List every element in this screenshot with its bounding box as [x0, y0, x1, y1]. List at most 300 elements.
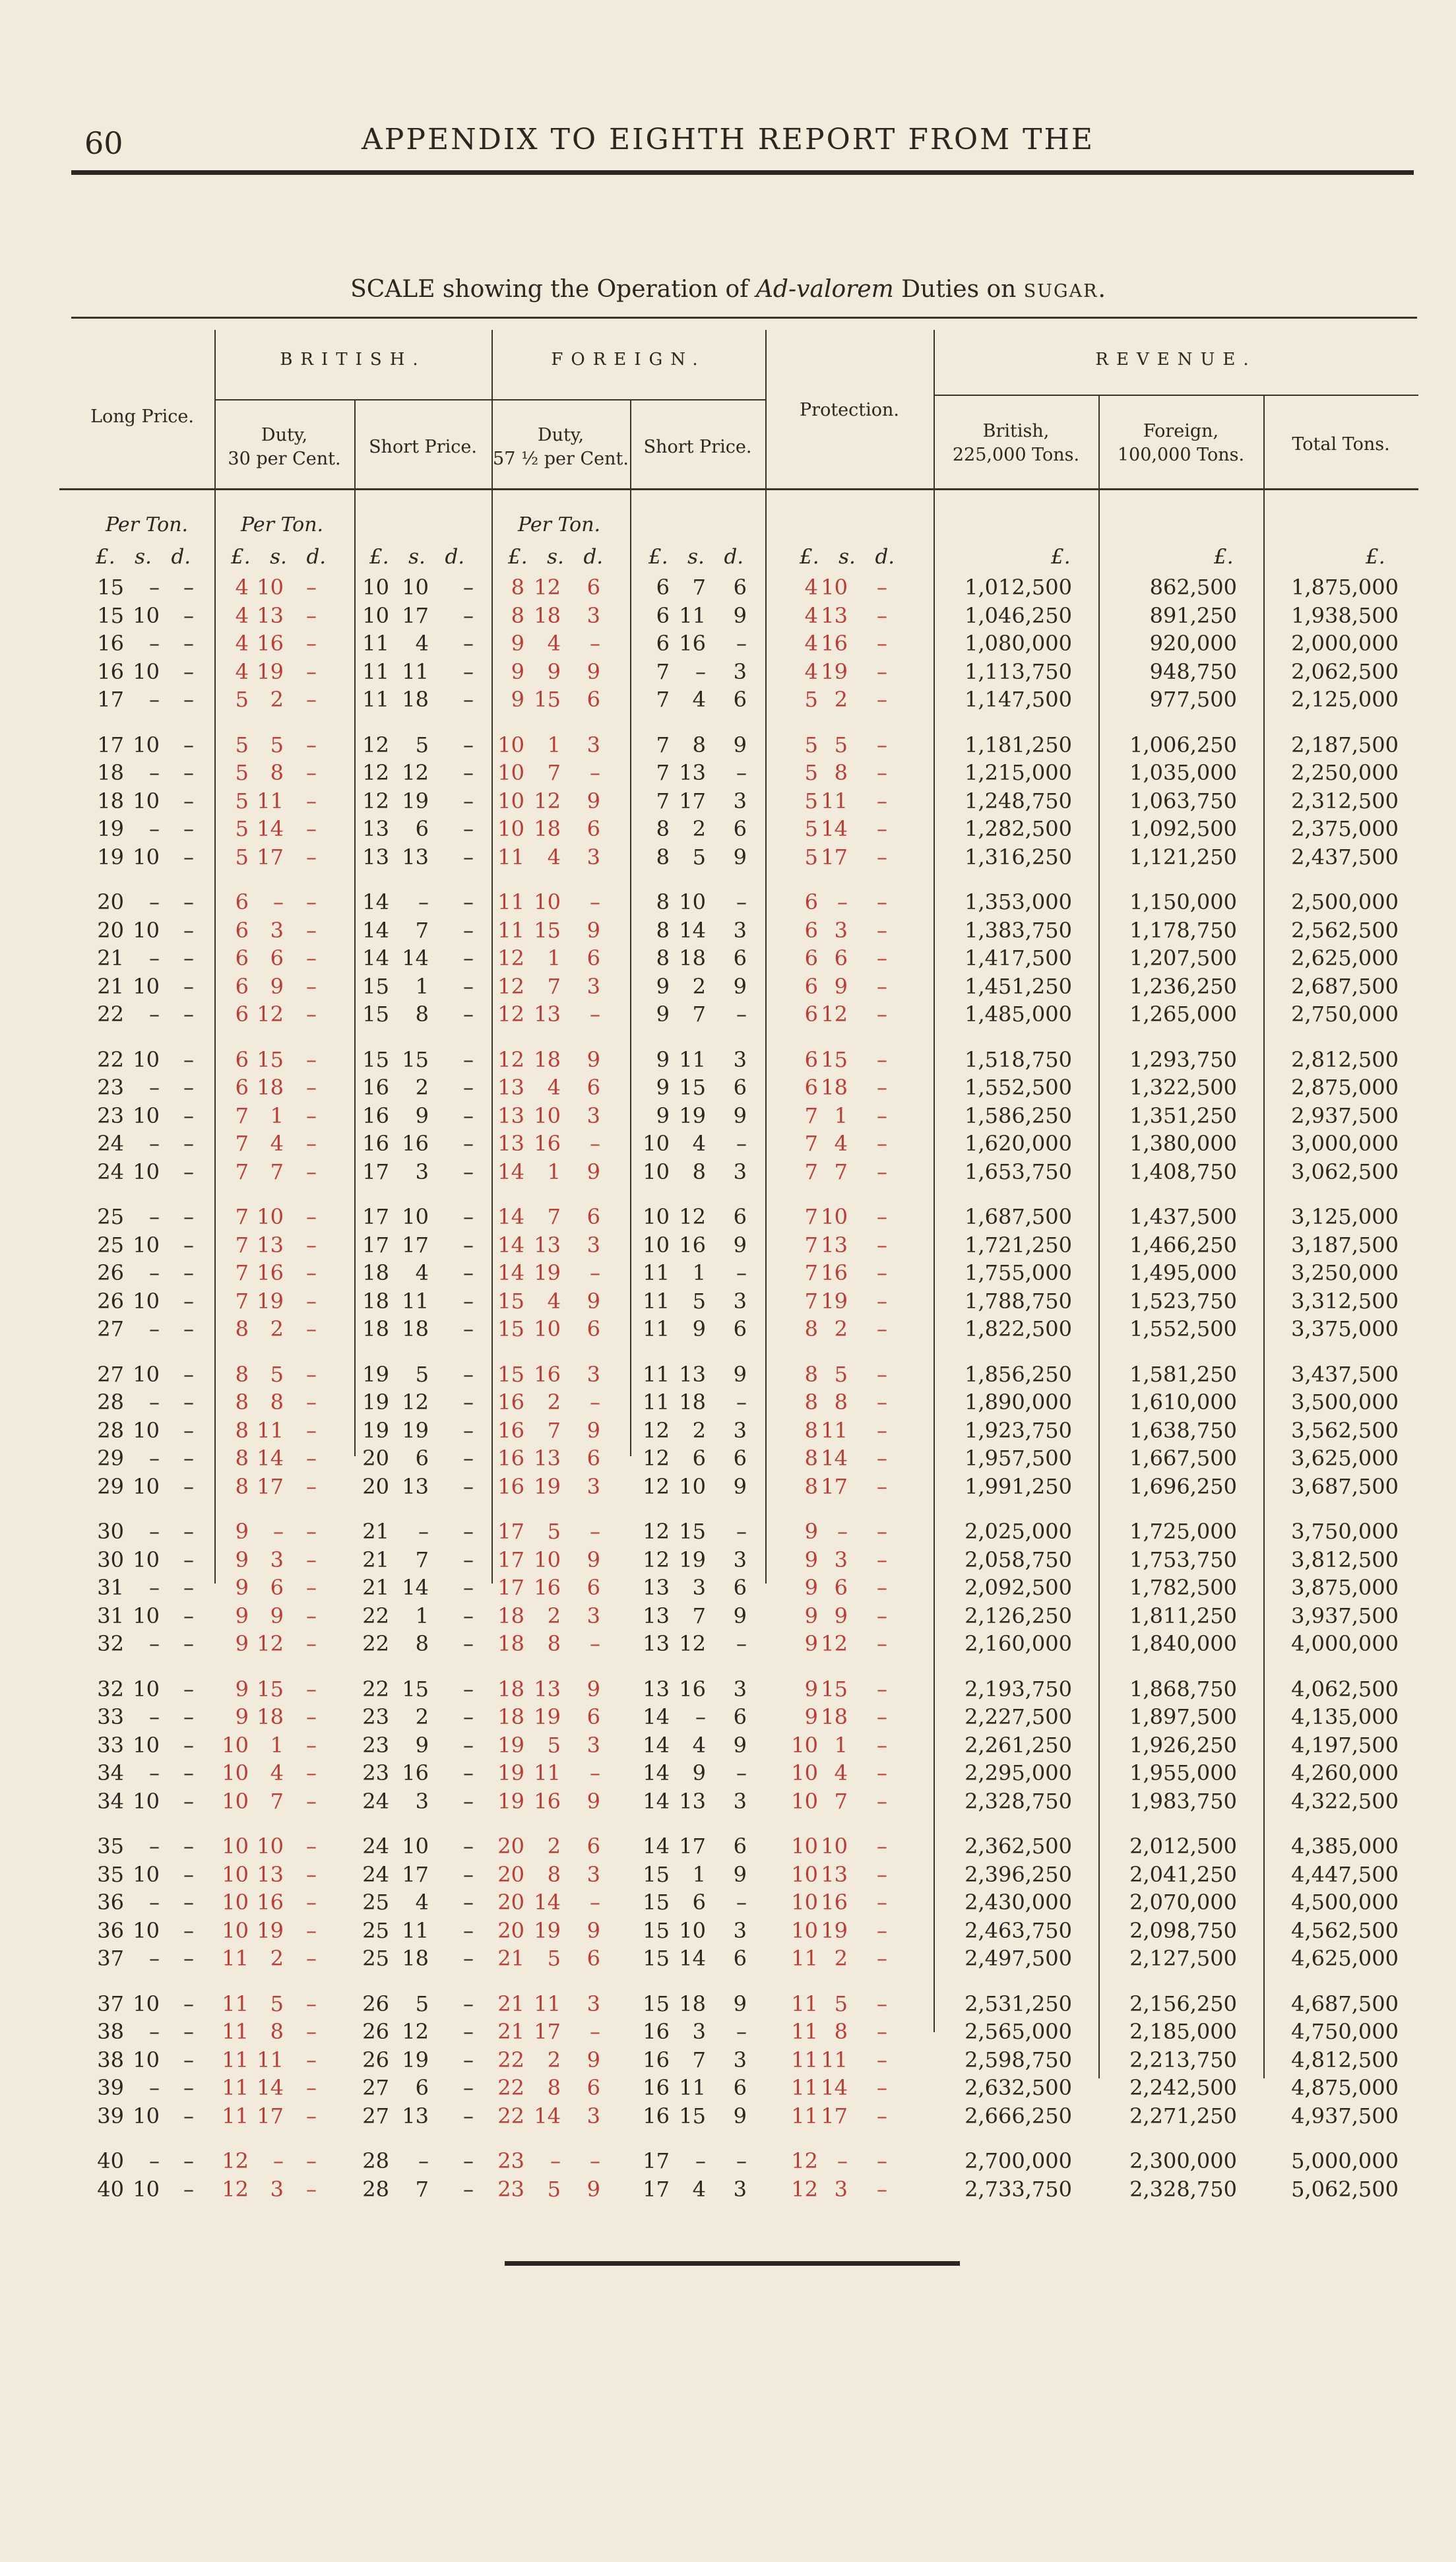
pr-shillings-cell: 7	[834, 1788, 848, 1814]
fs-shillings-cell: 17	[679, 1834, 706, 1859]
fs-pence-cell: 9	[733, 1232, 747, 1258]
bd-pounds-cell: 7	[235, 1232, 249, 1258]
fd-pounds-cell: 21	[497, 1946, 524, 1971]
pr-pence-cell: –	[877, 1232, 887, 1258]
bs-shillings-cell: 13	[402, 2103, 429, 2129]
bd-shillings-cell: 13	[257, 1232, 284, 1258]
bd-pounds-cell: 7	[235, 1103, 249, 1128]
pr-shillings-cell: 11	[821, 1417, 848, 1443]
unit-lsd-foreign-short: £. s. d.	[649, 545, 744, 569]
table-row	[0, 1574, 1456, 1601]
fs-pence-cell: 3	[733, 1547, 747, 1572]
fs-pounds-cell: 11	[643, 1288, 670, 1314]
lp-pounds-cell: 16	[97, 658, 124, 684]
fd-shillings-cell: 14	[534, 2103, 561, 2129]
table-row	[0, 844, 1456, 870]
rf-cell: 862,500	[1149, 575, 1237, 600]
rt-cell: 3,562,500	[1291, 1417, 1399, 1443]
fd-shillings-cell: 4	[547, 844, 561, 870]
lp-shillings-cell: –	[149, 1260, 160, 1286]
lp-pence-cell: –	[183, 1417, 194, 1443]
header-revenue-total: Total Tons.	[1292, 434, 1390, 455]
unit-lsd-british-duty: £. s. d.	[231, 545, 327, 569]
unit-lsd-protection: £. s. d.	[800, 545, 895, 569]
lp-pence-cell: –	[183, 1946, 194, 1971]
table-row	[0, 602, 1456, 629]
rf-cell: 2,156,250	[1129, 1991, 1237, 2016]
lp-pence-cell: –	[183, 1575, 194, 1601]
fs-shillings-cell: 15	[679, 2103, 706, 2129]
rt-cell: 1,875,000	[1291, 575, 1399, 600]
fd-shillings-cell: 2	[547, 1834, 561, 1859]
rt-cell: 2,062,500	[1291, 658, 1399, 684]
lp-pence-cell: –	[183, 1676, 194, 1702]
pr-shillings-cell: 2	[834, 687, 848, 713]
table-row	[0, 2103, 1456, 2129]
fd-pence-cell: –	[590, 1631, 600, 1657]
fd-pounds-cell: 16	[497, 1390, 524, 1415]
lp-pence-cell: –	[183, 1917, 194, 1943]
bd-pence-cell: –	[306, 1131, 317, 1157]
caption-italic: Ad-valorem	[755, 276, 894, 303]
pr-pounds-cell: 5	[804, 788, 818, 814]
pr-pounds-cell: 5	[804, 687, 818, 713]
rt-cell: 3,062,500	[1291, 1159, 1399, 1184]
fs-shillings-cell: 5	[692, 1288, 706, 1314]
header-british-short: Short Price.	[369, 437, 477, 457]
bs-shillings-cell: –	[418, 2148, 429, 2173]
pr-pounds-cell: 4	[804, 631, 818, 657]
fs-shillings-cell: –	[695, 2148, 706, 2173]
header-foreign-duty-line2: 57 ½ per Cent.	[493, 449, 629, 469]
fd-pence-cell: –	[590, 2148, 600, 2173]
rt-cell: 3,187,500	[1291, 1232, 1399, 1258]
rb-cell: 2,598,750	[965, 2047, 1072, 2072]
rb-cell: 1,822,500	[965, 1316, 1072, 1342]
bs-shillings-cell: 18	[402, 1316, 429, 1342]
fd-shillings-cell: 7	[547, 760, 561, 786]
bd-shillings-cell: 18	[257, 1704, 284, 1730]
bd-pounds-cell: 11	[222, 2047, 249, 2072]
bs-pounds-cell: 14	[362, 917, 389, 943]
bs-shillings-cell: 12	[402, 1390, 429, 1415]
bs-pounds-cell: 25	[362, 1890, 389, 1915]
pr-shillings-cell: 17	[821, 1473, 848, 1499]
fs-pounds-cell: 10	[643, 1204, 670, 1229]
fs-shillings-cell: 17	[679, 788, 706, 814]
pr-pounds-cell: 6	[804, 917, 818, 943]
rb-cell: 2,565,000	[965, 2019, 1072, 2045]
bs-shillings-cell: 3	[415, 1159, 429, 1184]
lp-pounds-cell: 38	[97, 2047, 124, 2072]
fs-pence-cell: –	[736, 760, 747, 786]
bs-pence-cell: –	[463, 1417, 474, 1443]
lp-pence-cell: –	[183, 2103, 194, 2129]
pr-pence-cell: –	[877, 1046, 887, 1072]
fs-pence-cell: 9	[733, 1603, 747, 1628]
fd-shillings-cell: 13	[534, 1232, 561, 1258]
fs-shillings-cell: 18	[679, 1390, 706, 1415]
rt-cell: 3,687,500	[1291, 1473, 1399, 1499]
rf-cell: 1,121,250	[1129, 844, 1237, 870]
fd-shillings-cell: 5	[547, 1946, 561, 1971]
fd-shillings-cell: 2	[547, 1390, 561, 1415]
bs-shillings-cell: –	[418, 889, 429, 914]
bs-pounds-cell: 22	[362, 1631, 389, 1657]
fs-pounds-cell: 15	[643, 1917, 670, 1943]
rf-cell: 1,178,750	[1129, 917, 1237, 943]
lp-pence-cell: –	[183, 2176, 194, 2202]
fs-pence-cell: –	[736, 1002, 747, 1027]
pr-pounds-cell: 11	[791, 1946, 818, 1971]
lp-pence-cell: –	[183, 788, 194, 814]
bs-pence-cell: –	[463, 1159, 474, 1184]
header-foreign-group: FOREIGN.	[551, 350, 706, 369]
fd-shillings-cell: 11	[534, 1991, 561, 2016]
pr-shillings-cell: 16	[821, 631, 848, 657]
caption-end: .	[1098, 276, 1106, 303]
lp-shillings-cell: 10	[133, 1676, 160, 1702]
bd-shillings-cell: 3	[270, 2176, 284, 2202]
bd-pence-cell: –	[306, 575, 317, 600]
bd-pounds-cell: 10	[222, 1834, 249, 1859]
pr-pounds-cell: 8	[804, 1390, 818, 1415]
pr-pounds-cell: 9	[804, 1603, 818, 1628]
fd-pounds-cell: 12	[497, 945, 524, 971]
bs-shillings-cell: 17	[402, 602, 429, 628]
fd-pence-cell: 3	[586, 1232, 600, 1258]
bd-pence-cell: –	[306, 2148, 317, 2173]
fs-pounds-cell: 7	[656, 788, 670, 814]
fs-pounds-cell: 8	[656, 945, 670, 971]
lp-pence-cell: –	[183, 1704, 194, 1730]
bs-pence-cell: –	[463, 1204, 474, 1229]
bd-pounds-cell: 7	[235, 1159, 249, 1184]
fs-pence-cell: 3	[733, 1159, 747, 1184]
bs-pence-cell: –	[463, 2047, 474, 2072]
pr-shillings-cell: 10	[821, 1204, 848, 1229]
bd-shillings-cell: 18	[257, 1075, 284, 1101]
bd-shillings-cell: 14	[257, 1446, 284, 1471]
pr-pence-cell: –	[877, 1704, 887, 1730]
lp-pounds-cell: 37	[97, 1946, 124, 1971]
bd-pence-cell: –	[306, 732, 317, 757]
lp-pence-cell: –	[183, 1075, 194, 1101]
lp-pence-cell: –	[183, 631, 194, 657]
fd-pence-cell: 6	[586, 2075, 600, 2101]
group-rule-foreign	[491, 399, 765, 400]
bd-shillings-cell: 10	[257, 575, 284, 600]
pr-pounds-cell: 8	[804, 1446, 818, 1471]
rf-cell: 1,380,000	[1129, 1131, 1237, 1157]
pr-pence-cell: –	[877, 2148, 887, 2173]
fd-pence-cell: 9	[586, 1159, 600, 1184]
fd-pence-cell: 3	[586, 844, 600, 870]
bs-pounds-cell: 28	[362, 2176, 389, 2202]
bs-pence-cell: –	[463, 1834, 474, 1859]
table-top-rule	[71, 317, 1417, 319]
table-row	[0, 1704, 1456, 1730]
rf-cell: 2,271,250	[1129, 2103, 1237, 2129]
pr-shillings-cell: 10	[821, 575, 848, 600]
table-row	[0, 1760, 1456, 1786]
lp-pounds-cell: 23	[97, 1103, 124, 1128]
bs-pounds-cell: 17	[362, 1159, 389, 1184]
bd-shillings-cell: 5	[270, 1361, 284, 1387]
lp-shillings-cell: 10	[133, 1861, 160, 1887]
rb-cell: 1,923,750	[965, 1417, 1072, 1443]
bd-shillings-cell: 9	[270, 1603, 284, 1628]
bs-pounds-cell: 17	[362, 1204, 389, 1229]
bd-pounds-cell: 4	[235, 602, 249, 628]
bd-pence-cell: –	[306, 1260, 317, 1286]
fs-pence-cell: 9	[733, 1991, 747, 2016]
bd-pence-cell: –	[306, 1603, 317, 1628]
bs-shillings-cell: 8	[415, 1002, 429, 1027]
bs-pence-cell: –	[463, 1260, 474, 1286]
fs-pounds-cell: 11	[643, 1390, 670, 1415]
fs-pounds-cell: 7	[656, 732, 670, 757]
fd-pounds-cell: 12	[497, 1046, 524, 1072]
bd-pence-cell: –	[306, 1788, 317, 1814]
fd-pounds-cell: 18	[497, 1704, 524, 1730]
bd-pence-cell: –	[306, 945, 317, 971]
fd-pence-cell: –	[590, 760, 600, 786]
lp-pounds-cell: 25	[97, 1204, 124, 1229]
pr-pence-cell: –	[877, 1260, 887, 1286]
fs-pence-cell: 9	[733, 973, 747, 999]
fs-pounds-cell: 8	[656, 844, 670, 870]
pr-pounds-cell: 10	[791, 1788, 818, 1814]
header-revenue-foreign	[1098, 420, 1263, 467]
lp-pounds-cell: 32	[97, 1676, 124, 1702]
rb-cell: 2,531,250	[965, 1991, 1072, 2016]
bd-shillings-cell: 5	[270, 732, 284, 757]
bd-pounds-cell: 6	[235, 1002, 249, 1027]
fd-pounds-cell: 16	[497, 1473, 524, 1499]
bs-pence-cell: –	[463, 2176, 474, 2202]
fd-pounds-cell: 20	[497, 1890, 524, 1915]
fs-pence-cell: 9	[733, 732, 747, 757]
lp-pence-cell: –	[183, 1788, 194, 1814]
pr-pence-cell: –	[877, 816, 887, 842]
fd-shillings-cell: 2	[547, 1603, 561, 1628]
header-revenue-british-line1: British,	[982, 421, 1050, 441]
lp-pence-cell: –	[183, 658, 194, 684]
bd-shillings-cell: 11	[257, 1417, 284, 1443]
fs-shillings-cell: 19	[679, 1103, 706, 1128]
bd-pounds-cell: 8	[235, 1446, 249, 1471]
lp-pence-cell: –	[183, 917, 194, 943]
fs-shillings-cell: 2	[692, 816, 706, 842]
rb-cell: 2,025,000	[965, 1519, 1072, 1544]
bd-pounds-cell: 11	[222, 2019, 249, 2045]
fd-shillings-cell: 5	[547, 2176, 561, 2202]
pr-shillings-cell: 17	[821, 2103, 848, 2129]
pr-pence-cell: –	[877, 1917, 887, 1943]
pr-pounds-cell: 10	[791, 1917, 818, 1943]
fd-shillings-cell: 16	[534, 1575, 561, 1601]
fd-pence-cell: 3	[586, 973, 600, 999]
pr-pence-cell: –	[877, 1991, 887, 2016]
rb-cell: 1,485,000	[965, 1002, 1072, 1027]
pr-pence-cell: –	[877, 1103, 887, 1128]
lp-pounds-cell: 15	[97, 575, 124, 600]
rb-cell: 1,215,000	[965, 760, 1072, 786]
bd-pence-cell: –	[306, 1046, 317, 1072]
lp-shillings-cell: 10	[133, 1917, 160, 1943]
fd-pounds-cell: 21	[497, 1991, 524, 2016]
pr-shillings-cell: 13	[821, 1232, 848, 1258]
bd-pence-cell: –	[306, 1676, 317, 1702]
bd-shillings-cell: 1	[270, 1732, 284, 1758]
table-row	[0, 2176, 1456, 2202]
bs-shillings-cell: 11	[402, 658, 429, 684]
lp-shillings-cell: 10	[133, 2103, 160, 2129]
fd-pounds-cell: 9	[511, 687, 524, 713]
lp-shillings-cell: –	[149, 1834, 160, 1859]
fd-pounds-cell: 17	[497, 1519, 524, 1544]
fd-pounds-cell: 8	[511, 602, 524, 628]
bd-shillings-cell: 14	[257, 816, 284, 842]
lp-pounds-cell: 26	[97, 1288, 124, 1314]
fs-pence-cell: 3	[733, 1417, 747, 1443]
unit-pound-revenue-total: £.	[1366, 545, 1385, 569]
fs-shillings-cell: 3	[692, 2019, 706, 2045]
bd-pounds-cell: 5	[235, 844, 249, 870]
fs-shillings-cell: 4	[692, 1131, 706, 1157]
bd-pence-cell: –	[306, 1002, 317, 1027]
bd-pounds-cell: 9	[235, 1547, 249, 1572]
bs-pence-cell: –	[463, 1519, 474, 1544]
fs-shillings-cell: 15	[679, 1519, 706, 1544]
lp-pounds-cell: 39	[97, 2075, 124, 2101]
bd-shillings-cell: 16	[257, 631, 284, 657]
rf-cell: 1,265,000	[1129, 1002, 1237, 1027]
fs-pounds-cell: 9	[656, 1103, 670, 1128]
fs-pounds-cell: 7	[656, 687, 670, 713]
bd-shillings-cell: 5	[270, 1991, 284, 2016]
fd-shillings-cell: 5	[547, 1732, 561, 1758]
lp-pounds-cell: 30	[97, 1519, 124, 1544]
bd-pence-cell: –	[306, 1288, 317, 1314]
pr-pounds-cell: 10	[791, 1890, 818, 1915]
bd-pounds-cell: 11	[222, 1991, 249, 2016]
table-row	[0, 1445, 1456, 1471]
pr-pounds-cell: 4	[804, 575, 818, 600]
bd-pounds-cell: 8	[235, 1417, 249, 1443]
fd-shillings-cell: 8	[547, 2075, 561, 2101]
bd-pounds-cell: 5	[235, 816, 249, 842]
rt-cell: 3,812,500	[1291, 1547, 1399, 1572]
pr-pounds-cell: 7	[804, 1232, 818, 1258]
table-row	[0, 1103, 1456, 1129]
fs-pence-cell: –	[736, 1390, 747, 1415]
lp-shillings-cell: 10	[133, 1603, 160, 1628]
fs-pence-cell: 9	[733, 1361, 747, 1387]
bs-pounds-cell: 21	[362, 1575, 389, 1601]
pr-pence-cell: –	[877, 1131, 887, 1157]
bd-pounds-cell: 12	[222, 2148, 249, 2173]
end-rule	[505, 2261, 960, 2266]
bs-pounds-cell: 23	[362, 1704, 389, 1730]
lp-pounds-cell: 26	[97, 1260, 124, 1286]
pr-pence-cell: –	[877, 1603, 887, 1628]
fd-shillings-cell: –	[550, 2148, 561, 2173]
rt-cell: 2,375,000	[1291, 816, 1399, 842]
pr-pence-cell: –	[877, 917, 887, 943]
rt-cell: 4,812,500	[1291, 2047, 1399, 2072]
table-row	[0, 973, 1456, 1000]
lp-shillings-cell: –	[149, 1631, 160, 1657]
bs-pounds-cell: 23	[362, 1760, 389, 1786]
rf-cell: 1,753,750	[1129, 1547, 1237, 1572]
table-row	[0, 945, 1456, 971]
bs-shillings-cell: 19	[402, 2047, 429, 2072]
pr-pence-cell: –	[877, 1417, 887, 1443]
lp-shillings-cell: –	[149, 2148, 160, 2173]
rf-cell: 2,213,750	[1129, 2047, 1237, 2072]
bs-shillings-cell: 1	[415, 1603, 429, 1628]
fd-shillings-cell: 15	[534, 917, 561, 943]
table-row	[0, 574, 1456, 600]
fd-pence-cell: 3	[586, 1732, 600, 1758]
header-british-duty-line2: 30 per Cent.	[228, 449, 341, 469]
rb-cell: 2,700,000	[965, 2148, 1072, 2173]
pr-pence-cell: –	[877, 602, 887, 628]
lp-shillings-cell: –	[149, 1519, 160, 1544]
pr-pounds-cell: 9	[804, 1575, 818, 1601]
bd-pence-cell: –	[306, 1861, 317, 1887]
table-row	[0, 1316, 1456, 1342]
table-row	[0, 1232, 1456, 1258]
lp-shillings-cell: 10	[133, 2047, 160, 2072]
lp-pounds-cell: 21	[97, 973, 124, 999]
fd-pence-cell: 6	[586, 1204, 600, 1229]
fd-pence-cell: 3	[586, 2103, 600, 2129]
pr-pounds-cell: 7	[804, 1159, 818, 1184]
fs-shillings-cell: 12	[679, 1204, 706, 1229]
bd-pounds-cell: 4	[235, 658, 249, 684]
table-row	[0, 1861, 1456, 1888]
bs-pence-cell: –	[463, 1676, 474, 1702]
fd-shillings-cell: 18	[534, 816, 561, 842]
bs-pounds-cell: 17	[362, 1232, 389, 1258]
bs-pounds-cell: 11	[362, 687, 389, 713]
bs-pence-cell: –	[463, 732, 474, 757]
fs-pence-cell: 6	[733, 687, 747, 713]
bs-shillings-cell: 6	[415, 2075, 429, 2101]
fs-shillings-cell: 7	[692, 575, 706, 600]
fs-pence-cell: 9	[733, 602, 747, 628]
fd-shillings-cell: 13	[534, 1002, 561, 1027]
pr-pence-cell: –	[877, 788, 887, 814]
fd-pence-cell: –	[590, 889, 600, 914]
fs-pounds-cell: 11	[643, 1260, 670, 1286]
fs-shillings-cell: 9	[692, 1760, 706, 1786]
fs-pounds-cell: 12	[643, 1417, 670, 1443]
fd-shillings-cell: 13	[534, 1446, 561, 1471]
rt-cell: 3,750,000	[1291, 1519, 1399, 1544]
fd-pounds-cell: 22	[497, 2047, 524, 2072]
pr-pence-cell: –	[877, 1159, 887, 1184]
bd-shillings-cell: 14	[257, 2075, 284, 2101]
bs-shillings-cell: 10	[402, 575, 429, 600]
table-row	[0, 1603, 1456, 1629]
fd-pence-cell: 9	[586, 1917, 600, 1943]
fd-pounds-cell: 15	[497, 1361, 524, 1387]
lp-pounds-cell: 36	[97, 1890, 124, 1915]
